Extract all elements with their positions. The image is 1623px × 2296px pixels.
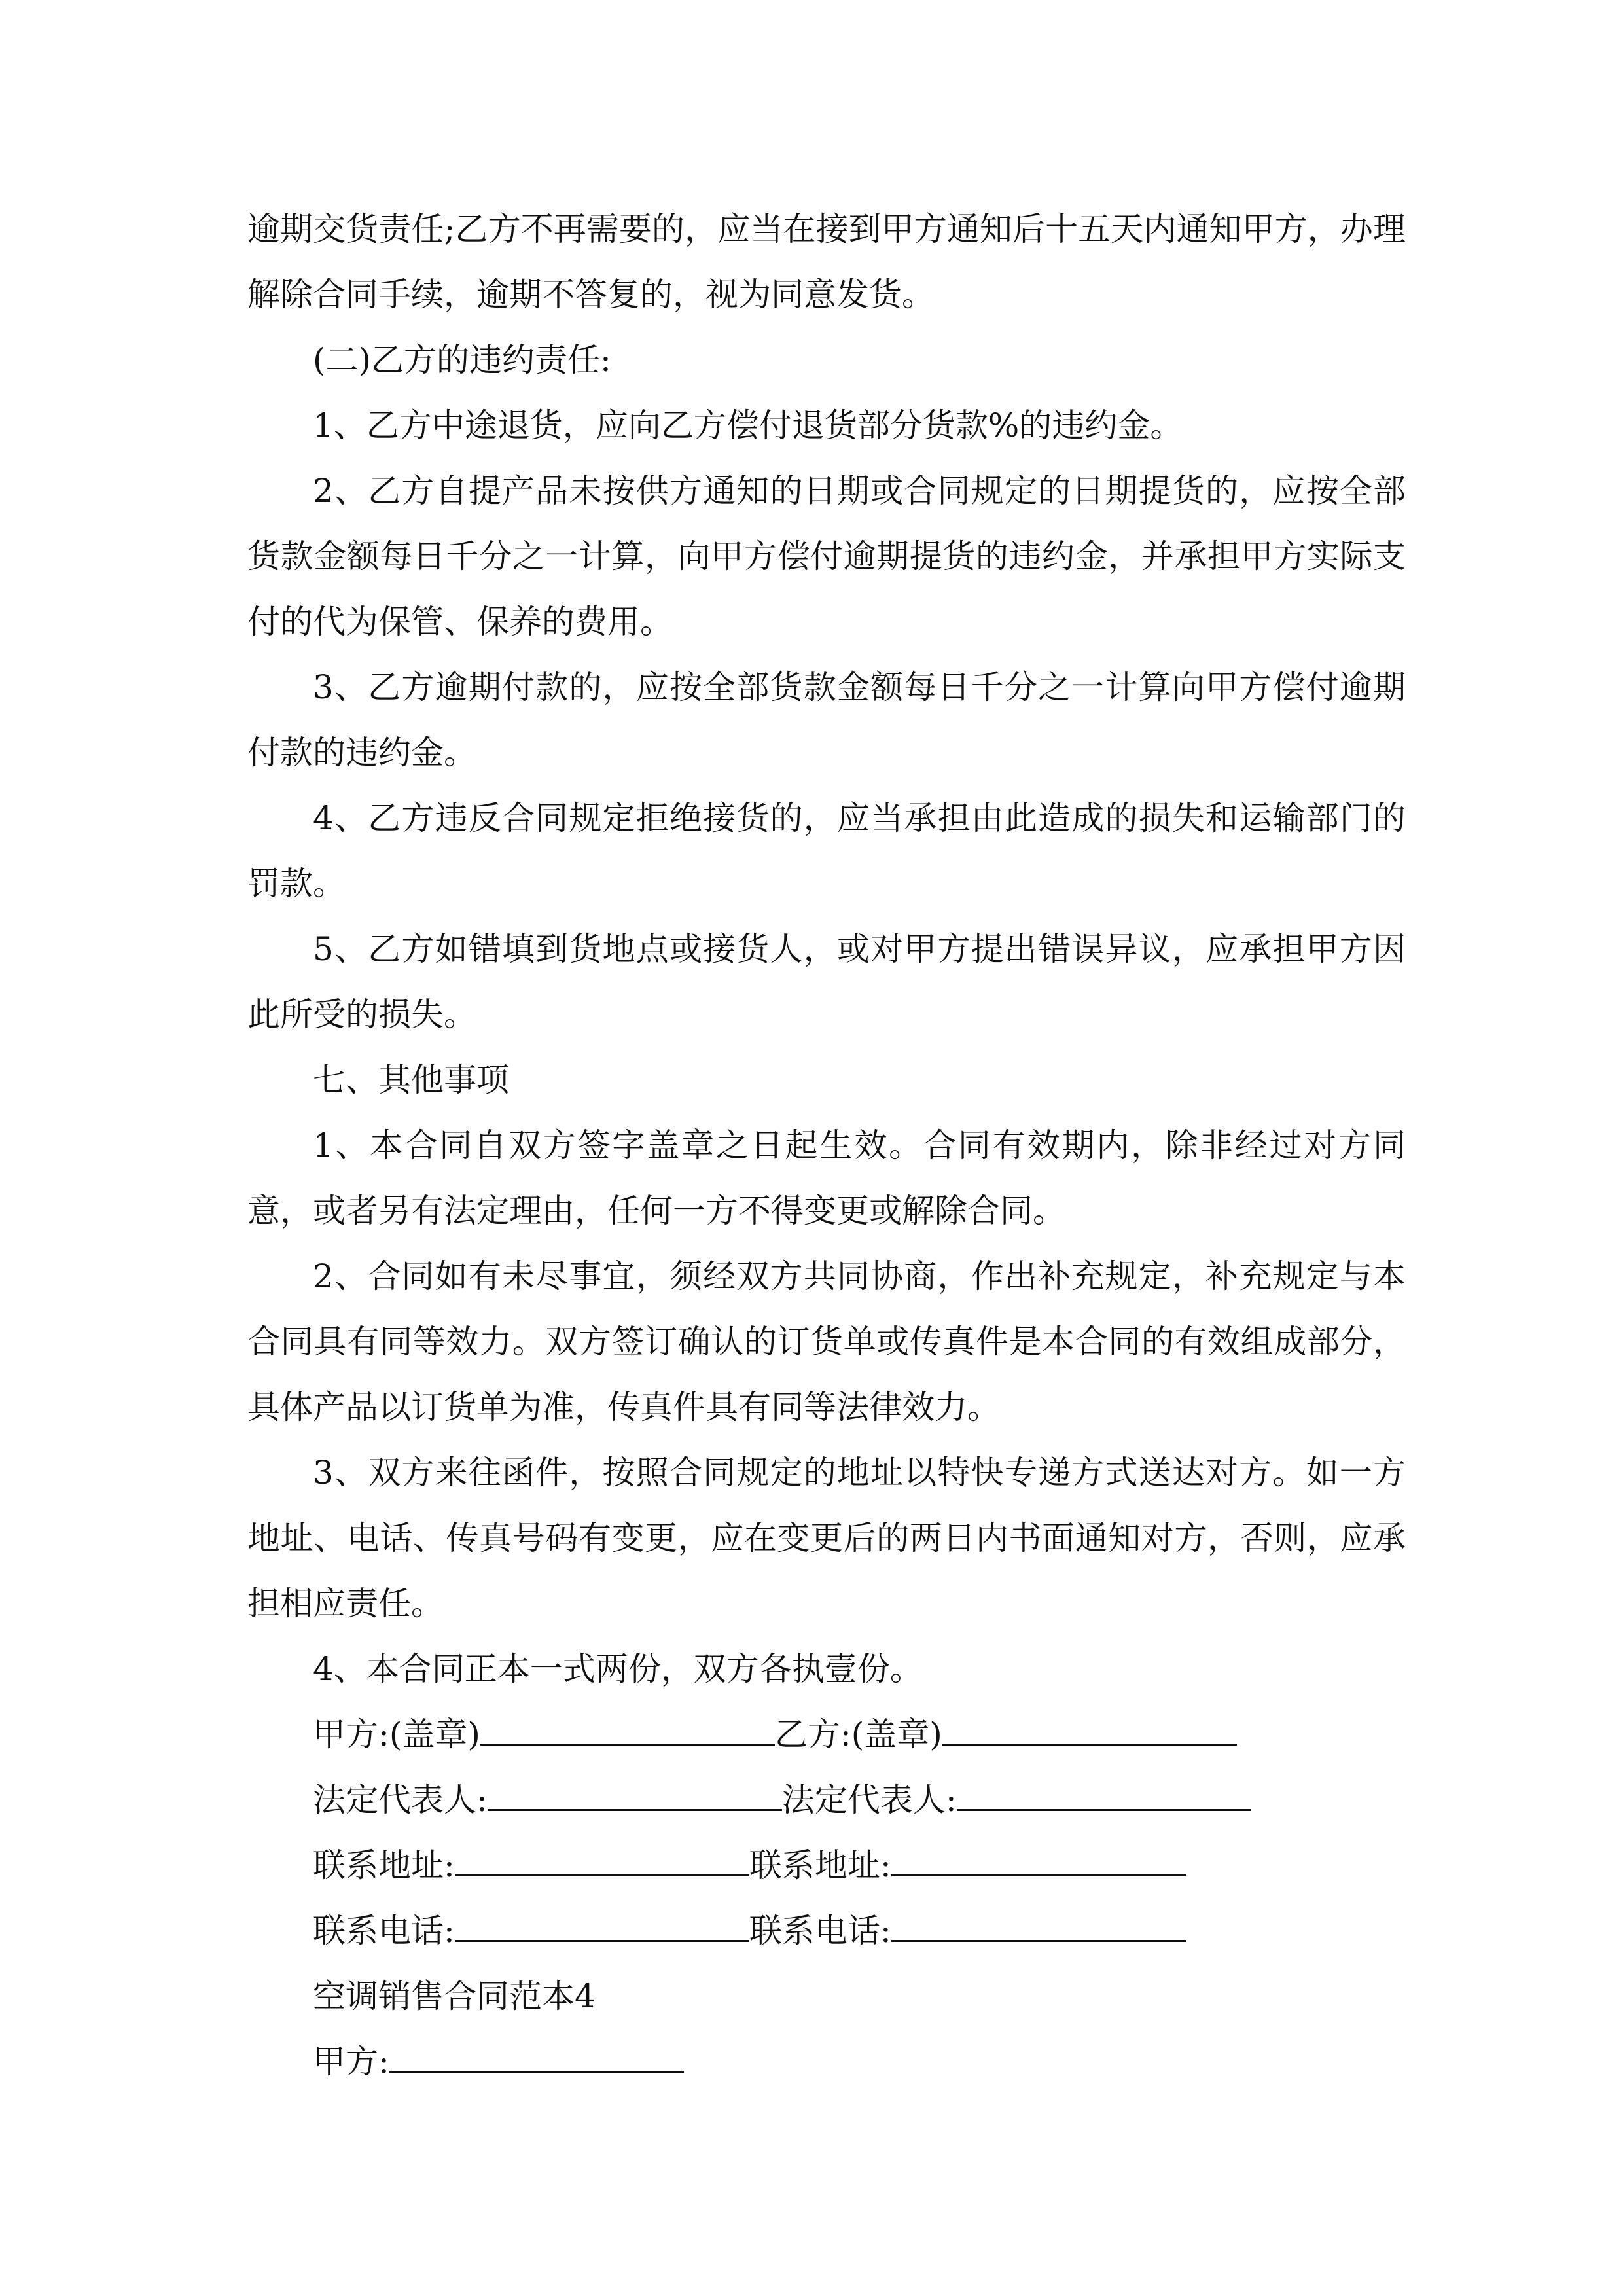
phone-b-label: 联系电话: xyxy=(749,1912,891,1950)
next-contract-title: 空调销售合同范本4 xyxy=(313,1977,596,2015)
next-party-a-blank xyxy=(389,2037,684,2073)
signature-row-seal xyxy=(247,1702,1406,1767)
clause-other-4: 4、本合同正本一式两份，双方各执壹份。 xyxy=(313,1650,923,1688)
next-party-a-label: 甲方: xyxy=(313,2043,389,2081)
document-body xyxy=(247,196,1406,2094)
section-heading-other-matters: 七、其他事项 xyxy=(313,1061,509,1099)
next-party-a-row xyxy=(247,2029,1406,2094)
rep-a-label: 法定代表人: xyxy=(313,1781,488,1819)
clause-other-2: 2、合同如有未尽事宜，须经双方共同协商，作出补充规定，补充规定与本合同具有同等效力。双方签订确认的订货单或传真件是本合同的有效组成部分，具体产品以订货单为准，传真件具有同等法律效力。 xyxy=(247,1257,1406,1426)
addr-b-label: 联系地址: xyxy=(749,1846,891,1884)
party-b-seal-label: 乙方:(盖章) xyxy=(774,1715,942,1753)
rep-b-label: 法定代表人: xyxy=(781,1781,957,1819)
clause-b-5: 5、乙方如错填到货地点或接货人，或对甲方提出错误异议，应承担甲方因此所受的损失。 xyxy=(247,930,1406,1033)
phone-a-blank xyxy=(455,1906,749,1942)
addr-a-blank xyxy=(455,1840,749,1876)
clause-b-3: 3、乙方逾期付款的，应按全部货款金额每日千分之一计算向甲方偿付逾期付款的违约金。 xyxy=(247,668,1406,772)
phone-a-label: 联系电话: xyxy=(313,1912,455,1950)
clause-b-2: 2、乙方自提产品未按供方通知的日期或合同规定的日期提货的，应按全部货款金额每日千分之一计算，向甲方偿付逾期提货的违约金，并承担甲方实际支付的代为保管、保养的费用。 xyxy=(247,472,1406,641)
signature-row-phone xyxy=(247,1898,1406,1964)
party-a-seal-label: 甲方:(盖章) xyxy=(313,1715,480,1753)
signature-row-address xyxy=(247,1833,1406,1898)
clause-other-1: 1、本合同自双方签字盖章之日起生效。合同有效期内，除非经过对方同意，或者另有法定理由，任何一方不得变更或解除合同。 xyxy=(247,1126,1406,1230)
rep-a-blank xyxy=(488,1775,782,1811)
rep-b-blank xyxy=(957,1775,1251,1811)
addr-a-label: 联系地址: xyxy=(313,1846,455,1884)
clause-b-4: 4、乙方违反合同规定拒绝接货的，应当承担由此造成的损失和运输部门的罚款。 xyxy=(247,799,1406,903)
addr-b-blank xyxy=(891,1840,1186,1876)
clause-b-1: 1、乙方中途退货，应向乙方偿付退货部分货款%的违约金。 xyxy=(313,406,1183,444)
party-b-seal-blank xyxy=(942,1710,1237,1746)
signature-row-representative xyxy=(247,1767,1406,1833)
party-a-seal-blank xyxy=(480,1710,775,1746)
phone-b-blank xyxy=(891,1906,1186,1942)
section-heading-party-b-liability: (二)乙方的违约责任: xyxy=(313,341,611,379)
paragraph-continuation: 逾期交货责任;乙方不再需要的，应当在接到甲方通知后十五天内通知甲方，办理解除合同手续，逾期不答复的，视为同意发货。 xyxy=(247,210,1406,314)
clause-other-3: 3、双方来往函件，按照合同规定的地址以特快专递方式送达对方。如一方地址、电话、传真号码有变更，应在变更后的两日内书面通知对方，否则，应承担相应责任。 xyxy=(247,1454,1406,1623)
